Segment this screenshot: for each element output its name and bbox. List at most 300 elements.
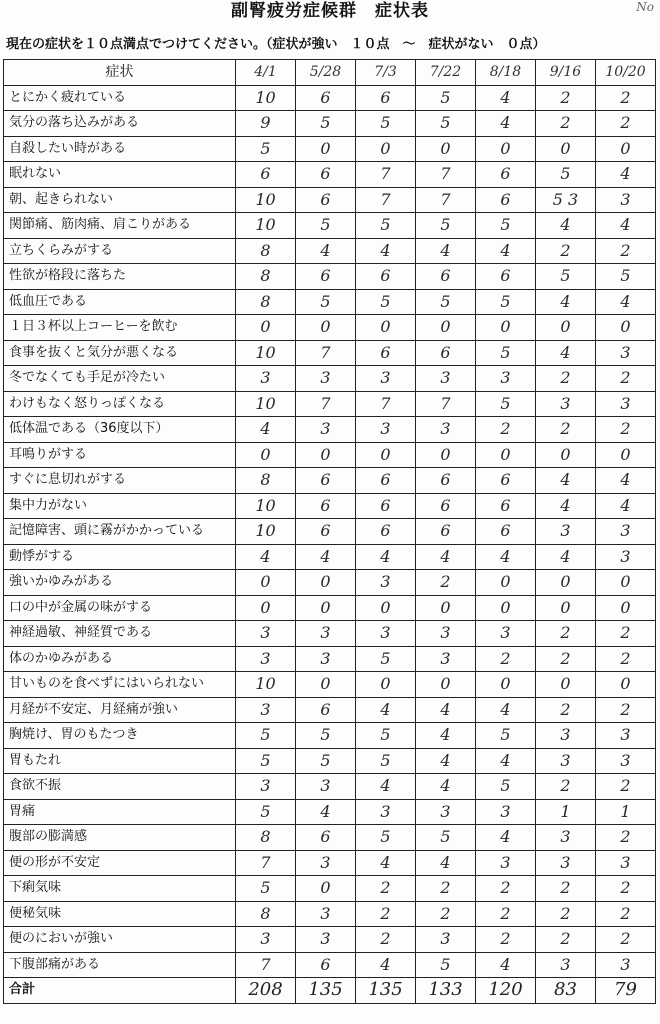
score-cell: 5 (236, 136, 296, 162)
score-cell: 4 (416, 723, 476, 749)
score-cell: 8 (236, 901, 296, 927)
score-cell: 2 (596, 366, 656, 392)
symptom-label: 食事を抜くと気分が悪くなる (4, 340, 236, 366)
score-cell: 6 (356, 85, 416, 111)
symptom-label: 便の形が不安定 (4, 850, 236, 876)
score-cell: 4 (476, 825, 536, 851)
score-cell: 2 (536, 876, 596, 902)
score-cell: 0 (416, 595, 476, 621)
table-row (4, 442, 656, 468)
score-cell: 3 (596, 850, 656, 876)
score-cell: 10 (236, 85, 296, 111)
score-cell: 10 (236, 213, 296, 239)
table-row (4, 162, 656, 188)
total-value: 135 (296, 978, 356, 1004)
score-cell: 4 (416, 748, 476, 774)
symptom-label: 気分の落ち込みがある (4, 111, 236, 137)
score-cell: 4 (236, 417, 296, 443)
score-cell: 0 (296, 595, 356, 621)
score-cell: 4 (296, 544, 356, 570)
score-cell: 4 (476, 238, 536, 264)
score-cell: 0 (476, 595, 536, 621)
score-cell: 7 (236, 952, 296, 978)
score-cell: 3 (476, 621, 536, 647)
table-row (4, 187, 656, 213)
score-cell: 2 (476, 417, 536, 443)
score-cell: 6 (296, 697, 356, 723)
table-row (4, 340, 656, 366)
score-cell: 4 (476, 111, 536, 137)
score-cell: 3 (476, 366, 536, 392)
score-cell: 1 (596, 799, 656, 825)
score-cell: 3 (596, 544, 656, 570)
score-cell: 2 (536, 417, 596, 443)
symptom-label: 胸焼け、胃のもたつき (4, 723, 236, 749)
score-cell: 0 (416, 136, 476, 162)
score-cell: 5 (356, 723, 416, 749)
symptom-label: 食欲不振 (4, 774, 236, 800)
symptom-label: 月経が不安定、月経痛が強い (4, 697, 236, 723)
table-row (4, 519, 656, 545)
score-cell: 5 (236, 748, 296, 774)
symptom-label: 自殺したい時がある (4, 136, 236, 162)
symptom-label: 冬でなくても手足が冷たい (4, 366, 236, 392)
score-cell: 0 (296, 876, 356, 902)
score-cell: 4 (356, 850, 416, 876)
score-cell: 2 (536, 85, 596, 111)
score-cell: 3 (356, 417, 416, 443)
score-cell: 3 (356, 570, 416, 596)
score-cell: 3 (296, 621, 356, 647)
score-cell: 6 (296, 952, 356, 978)
score-cell: 2 (356, 901, 416, 927)
score-cell: 0 (596, 136, 656, 162)
score-cell: 0 (536, 570, 596, 596)
score-cell: 0 (236, 442, 296, 468)
score-cell: 4 (356, 697, 416, 723)
score-cell: 4 (416, 544, 476, 570)
score-cell: 5 (296, 289, 356, 315)
symptom-label: 朝、起きられない (4, 187, 236, 213)
symptom-label: 性欲が格段に落ちた (4, 264, 236, 290)
symptom-label: 耳鳴りがする (4, 442, 236, 468)
date-header: 7/22 (416, 60, 476, 86)
score-cell: 2 (536, 697, 596, 723)
score-cell: 6 (356, 468, 416, 494)
total-value: 79 (596, 978, 656, 1004)
score-cell: 3 (296, 850, 356, 876)
score-cell: 7 (236, 850, 296, 876)
table-row (4, 927, 656, 953)
score-cell: 0 (596, 672, 656, 698)
score-cell: 5 (296, 748, 356, 774)
score-cell: 3 (596, 340, 656, 366)
score-cell: 2 (536, 646, 596, 672)
score-cell: 6 (476, 468, 536, 494)
score-cell: 6 (416, 264, 476, 290)
score-cell: 3 (596, 391, 656, 417)
score-cell: 3 (596, 519, 656, 545)
table-row (4, 468, 656, 494)
score-cell: 5 (536, 162, 596, 188)
score-cell: 3 (416, 646, 476, 672)
score-cell: 5 (296, 213, 356, 239)
table-row (4, 85, 656, 111)
score-cell: 6 (296, 264, 356, 290)
score-cell: 9 (236, 111, 296, 137)
score-cell: 4 (296, 799, 356, 825)
symptom-label: 下腹部痛がある (4, 952, 236, 978)
score-cell: 3 (416, 417, 476, 443)
score-cell: 0 (296, 442, 356, 468)
score-cell: 5 (416, 85, 476, 111)
score-cell: 0 (356, 315, 416, 341)
score-cell: 6 (476, 187, 536, 213)
score-cell: 6 (236, 162, 296, 188)
score-cell: 5 3 (536, 187, 596, 213)
score-cell: 4 (356, 238, 416, 264)
table-row (4, 264, 656, 290)
date-header: 8/18 (476, 60, 536, 86)
score-cell: 0 (536, 595, 596, 621)
score-cell: 0 (236, 315, 296, 341)
score-cell: 0 (356, 672, 416, 698)
score-cell: 2 (596, 111, 656, 137)
score-cell: 0 (476, 315, 536, 341)
score-cell: 0 (476, 136, 536, 162)
date-header: 7/3 (356, 60, 416, 86)
score-cell: 6 (476, 264, 536, 290)
score-cell: 5 (416, 289, 476, 315)
score-cell: 3 (596, 723, 656, 749)
score-cell: 3 (236, 366, 296, 392)
score-cell: 4 (296, 238, 356, 264)
score-cell: 0 (296, 570, 356, 596)
symptom-label: 低体温である（36度以下） (4, 417, 236, 443)
score-cell: 0 (416, 442, 476, 468)
score-cell: 3 (476, 799, 536, 825)
table-row (4, 570, 656, 596)
score-cell: 4 (416, 697, 476, 723)
score-cell: 3 (416, 927, 476, 953)
table-row (4, 289, 656, 315)
score-cell: 3 (296, 901, 356, 927)
score-cell: 0 (476, 672, 536, 698)
table-row (4, 723, 656, 749)
score-cell: 5 (536, 264, 596, 290)
symptom-label: 動悸がする (4, 544, 236, 570)
total-value: 135 (356, 978, 416, 1004)
symptom-label: 関節痛、筋肉痛、肩こりがある (4, 213, 236, 239)
score-cell: 2 (596, 621, 656, 647)
score-cell: 2 (476, 876, 536, 902)
score-cell: 2 (476, 927, 536, 953)
score-cell: 2 (476, 646, 536, 672)
score-cell: 6 (356, 493, 416, 519)
symptom-label: 腹部の膨満感 (4, 825, 236, 851)
symptom-header: 症状 (4, 60, 236, 86)
score-cell: 0 (296, 136, 356, 162)
score-cell: 0 (416, 315, 476, 341)
score-cell: 5 (416, 825, 476, 851)
score-cell: 6 (416, 493, 476, 519)
score-cell: 6 (296, 468, 356, 494)
score-cell: 2 (356, 927, 416, 953)
score-cell: 6 (416, 340, 476, 366)
score-cell: 1 (536, 799, 596, 825)
score-cell: 5 (356, 111, 416, 137)
score-cell: 2 (416, 876, 476, 902)
instruction-text: 現在の症状を１０点満点でつけてください。（症状が強い １０点 ～ 症状がない ０点） (6, 37, 546, 52)
score-cell: 7 (356, 391, 416, 417)
score-cell: 3 (416, 366, 476, 392)
score-cell: 7 (296, 391, 356, 417)
score-cell: 5 (236, 723, 296, 749)
score-cell: 2 (356, 876, 416, 902)
symptom-label: わけもなく怒りっぽくなる (4, 391, 236, 417)
score-cell: 5 (236, 876, 296, 902)
score-cell: 4 (596, 213, 656, 239)
score-cell: 3 (296, 774, 356, 800)
score-cell: 6 (476, 493, 536, 519)
score-cell: 3 (236, 697, 296, 723)
score-cell: 0 (416, 672, 476, 698)
symptom-label: 強いかゆみがある (4, 570, 236, 596)
table-row (4, 238, 656, 264)
score-cell: 4 (596, 289, 656, 315)
score-cell: 0 (356, 595, 416, 621)
score-cell: 5 (416, 213, 476, 239)
score-cell: 2 (596, 876, 656, 902)
table-row (4, 799, 656, 825)
score-cell: 4 (536, 493, 596, 519)
score-cell: 4 (476, 748, 536, 774)
score-cell: 3 (356, 621, 416, 647)
score-cell: 3 (596, 748, 656, 774)
score-cell: 3 (416, 799, 476, 825)
score-cell: 0 (536, 315, 596, 341)
score-cell: 7 (416, 187, 476, 213)
score-cell: 10 (236, 391, 296, 417)
score-cell: 2 (596, 646, 656, 672)
score-cell: 2 (536, 927, 596, 953)
table-row (4, 697, 656, 723)
date-header: 9/16 (536, 60, 596, 86)
score-cell: 4 (596, 162, 656, 188)
date-header: 5/28 (296, 60, 356, 86)
score-cell: 5 (296, 111, 356, 137)
score-cell: 7 (296, 340, 356, 366)
score-cell: 0 (356, 442, 416, 468)
score-cell: 4 (416, 850, 476, 876)
score-cell: 5 (356, 213, 416, 239)
total-value: 208 (236, 978, 296, 1004)
symptom-label: 体のかゆみがある (4, 646, 236, 672)
score-cell: 3 (296, 366, 356, 392)
score-cell: 8 (236, 825, 296, 851)
score-cell: 3 (296, 646, 356, 672)
score-cell: 3 (356, 799, 416, 825)
symptom-label: とにかく疲れている (4, 85, 236, 111)
score-cell: 6 (476, 519, 536, 545)
score-cell: 0 (536, 136, 596, 162)
score-cell: 2 (596, 417, 656, 443)
score-cell: 6 (356, 340, 416, 366)
score-cell: 3 (296, 417, 356, 443)
score-cell: 6 (296, 187, 356, 213)
symptom-label: 胃痛 (4, 799, 236, 825)
score-cell: 4 (236, 544, 296, 570)
score-cell: 5 (476, 213, 536, 239)
score-cell: 5 (356, 289, 416, 315)
score-cell: 0 (596, 570, 656, 596)
score-cell: 3 (356, 366, 416, 392)
score-cell: 5 (356, 646, 416, 672)
score-cell: 4 (476, 544, 536, 570)
table-row (4, 595, 656, 621)
score-cell: 0 (296, 315, 356, 341)
score-cell: 5 (356, 748, 416, 774)
score-cell: 6 (296, 519, 356, 545)
table-row (4, 876, 656, 902)
table-row (4, 391, 656, 417)
score-cell: 4 (476, 697, 536, 723)
table-row (4, 901, 656, 927)
table-row (4, 493, 656, 519)
score-cell: 0 (236, 570, 296, 596)
score-cell: 4 (356, 952, 416, 978)
score-cell: 5 (416, 111, 476, 137)
score-cell: 3 (236, 646, 296, 672)
score-cell: 6 (416, 468, 476, 494)
score-cell: 3 (536, 723, 596, 749)
table-row (4, 774, 656, 800)
score-cell: 2 (536, 621, 596, 647)
date-header: 4/1 (236, 60, 296, 86)
score-cell: 3 (476, 850, 536, 876)
score-cell: 3 (236, 774, 296, 800)
score-cell: 3 (236, 927, 296, 953)
table-row (4, 850, 656, 876)
score-cell: 2 (596, 238, 656, 264)
table-row (4, 621, 656, 647)
symptom-label: 立ちくらみがする (4, 238, 236, 264)
score-cell: 4 (536, 468, 596, 494)
score-cell: 4 (596, 493, 656, 519)
score-cell: 8 (236, 264, 296, 290)
score-cell: 0 (236, 595, 296, 621)
score-cell: 3 (416, 621, 476, 647)
score-cell: 0 (476, 570, 536, 596)
score-cell: 0 (296, 672, 356, 698)
score-cell: 3 (536, 825, 596, 851)
score-cell: 4 (536, 213, 596, 239)
total-value: 83 (536, 978, 596, 1004)
score-cell: 4 (356, 774, 416, 800)
score-cell: 8 (236, 289, 296, 315)
table-row (4, 111, 656, 137)
score-cell: 5 (296, 723, 356, 749)
score-cell: 2 (596, 774, 656, 800)
score-cell: 2 (596, 85, 656, 111)
score-cell: 5 (476, 391, 536, 417)
header-row (4, 60, 656, 86)
table-row (4, 672, 656, 698)
symptom-label: 集中力がない (4, 493, 236, 519)
score-cell: 0 (356, 136, 416, 162)
corner-mark: No (636, 0, 654, 14)
score-cell: 7 (356, 187, 416, 213)
score-cell: 3 (536, 748, 596, 774)
symptom-label: すぐに息切れがする (4, 468, 236, 494)
total-label: 合計 (4, 978, 236, 1004)
table-row (4, 952, 656, 978)
score-cell: 8 (236, 468, 296, 494)
score-cell: 6 (296, 162, 356, 188)
total-value: 120 (476, 978, 536, 1004)
score-cell: 7 (416, 162, 476, 188)
score-cell: 3 (536, 391, 596, 417)
score-cell: 4 (416, 774, 476, 800)
score-cell: 4 (416, 238, 476, 264)
table-row (4, 544, 656, 570)
score-cell: 6 (416, 519, 476, 545)
score-cell: 10 (236, 672, 296, 698)
score-cell: 5 (476, 774, 536, 800)
score-cell: 3 (596, 187, 656, 213)
symptom-label: 口の中が金属の味がする (4, 595, 236, 621)
score-cell: 3 (536, 519, 596, 545)
score-cell: 4 (536, 340, 596, 366)
score-cell: 6 (296, 825, 356, 851)
score-cell: 4 (356, 544, 416, 570)
table-row (4, 213, 656, 239)
score-cell: 2 (536, 901, 596, 927)
symptom-label: 下痢気味 (4, 876, 236, 902)
table-row (4, 417, 656, 443)
score-cell: 3 (536, 850, 596, 876)
symptom-label: 眠れない (4, 162, 236, 188)
total-value: 133 (416, 978, 476, 1004)
score-cell: 7 (416, 391, 476, 417)
table-row (4, 825, 656, 851)
symptom-label: 記憶障害、頭に霧がかかっている (4, 519, 236, 545)
score-cell: 10 (236, 187, 296, 213)
document-title: 副腎疲労症候群 症状表 (231, 1, 429, 21)
symptom-label: 便のにおいが強い (4, 927, 236, 953)
score-cell: 0 (596, 595, 656, 621)
symptom-label: 便秘気味 (4, 901, 236, 927)
score-cell: 5 (476, 723, 536, 749)
score-cell: 0 (536, 672, 596, 698)
score-cell: 6 (296, 493, 356, 519)
score-cell: 10 (236, 493, 296, 519)
symptom-label: １日３杯以上コーヒーを飲む (4, 315, 236, 341)
score-cell: 5 (236, 799, 296, 825)
score-cell: 4 (596, 468, 656, 494)
score-cell: 4 (476, 952, 536, 978)
score-cell: 0 (596, 315, 656, 341)
score-cell: 4 (536, 289, 596, 315)
score-cell: 0 (536, 442, 596, 468)
symptom-label: 低血圧である (4, 289, 236, 315)
table-row (4, 748, 656, 774)
table-row (4, 366, 656, 392)
score-cell: 3 (596, 952, 656, 978)
score-cell: 5 (596, 264, 656, 290)
score-cell: 5 (476, 340, 536, 366)
score-cell: 10 (236, 519, 296, 545)
